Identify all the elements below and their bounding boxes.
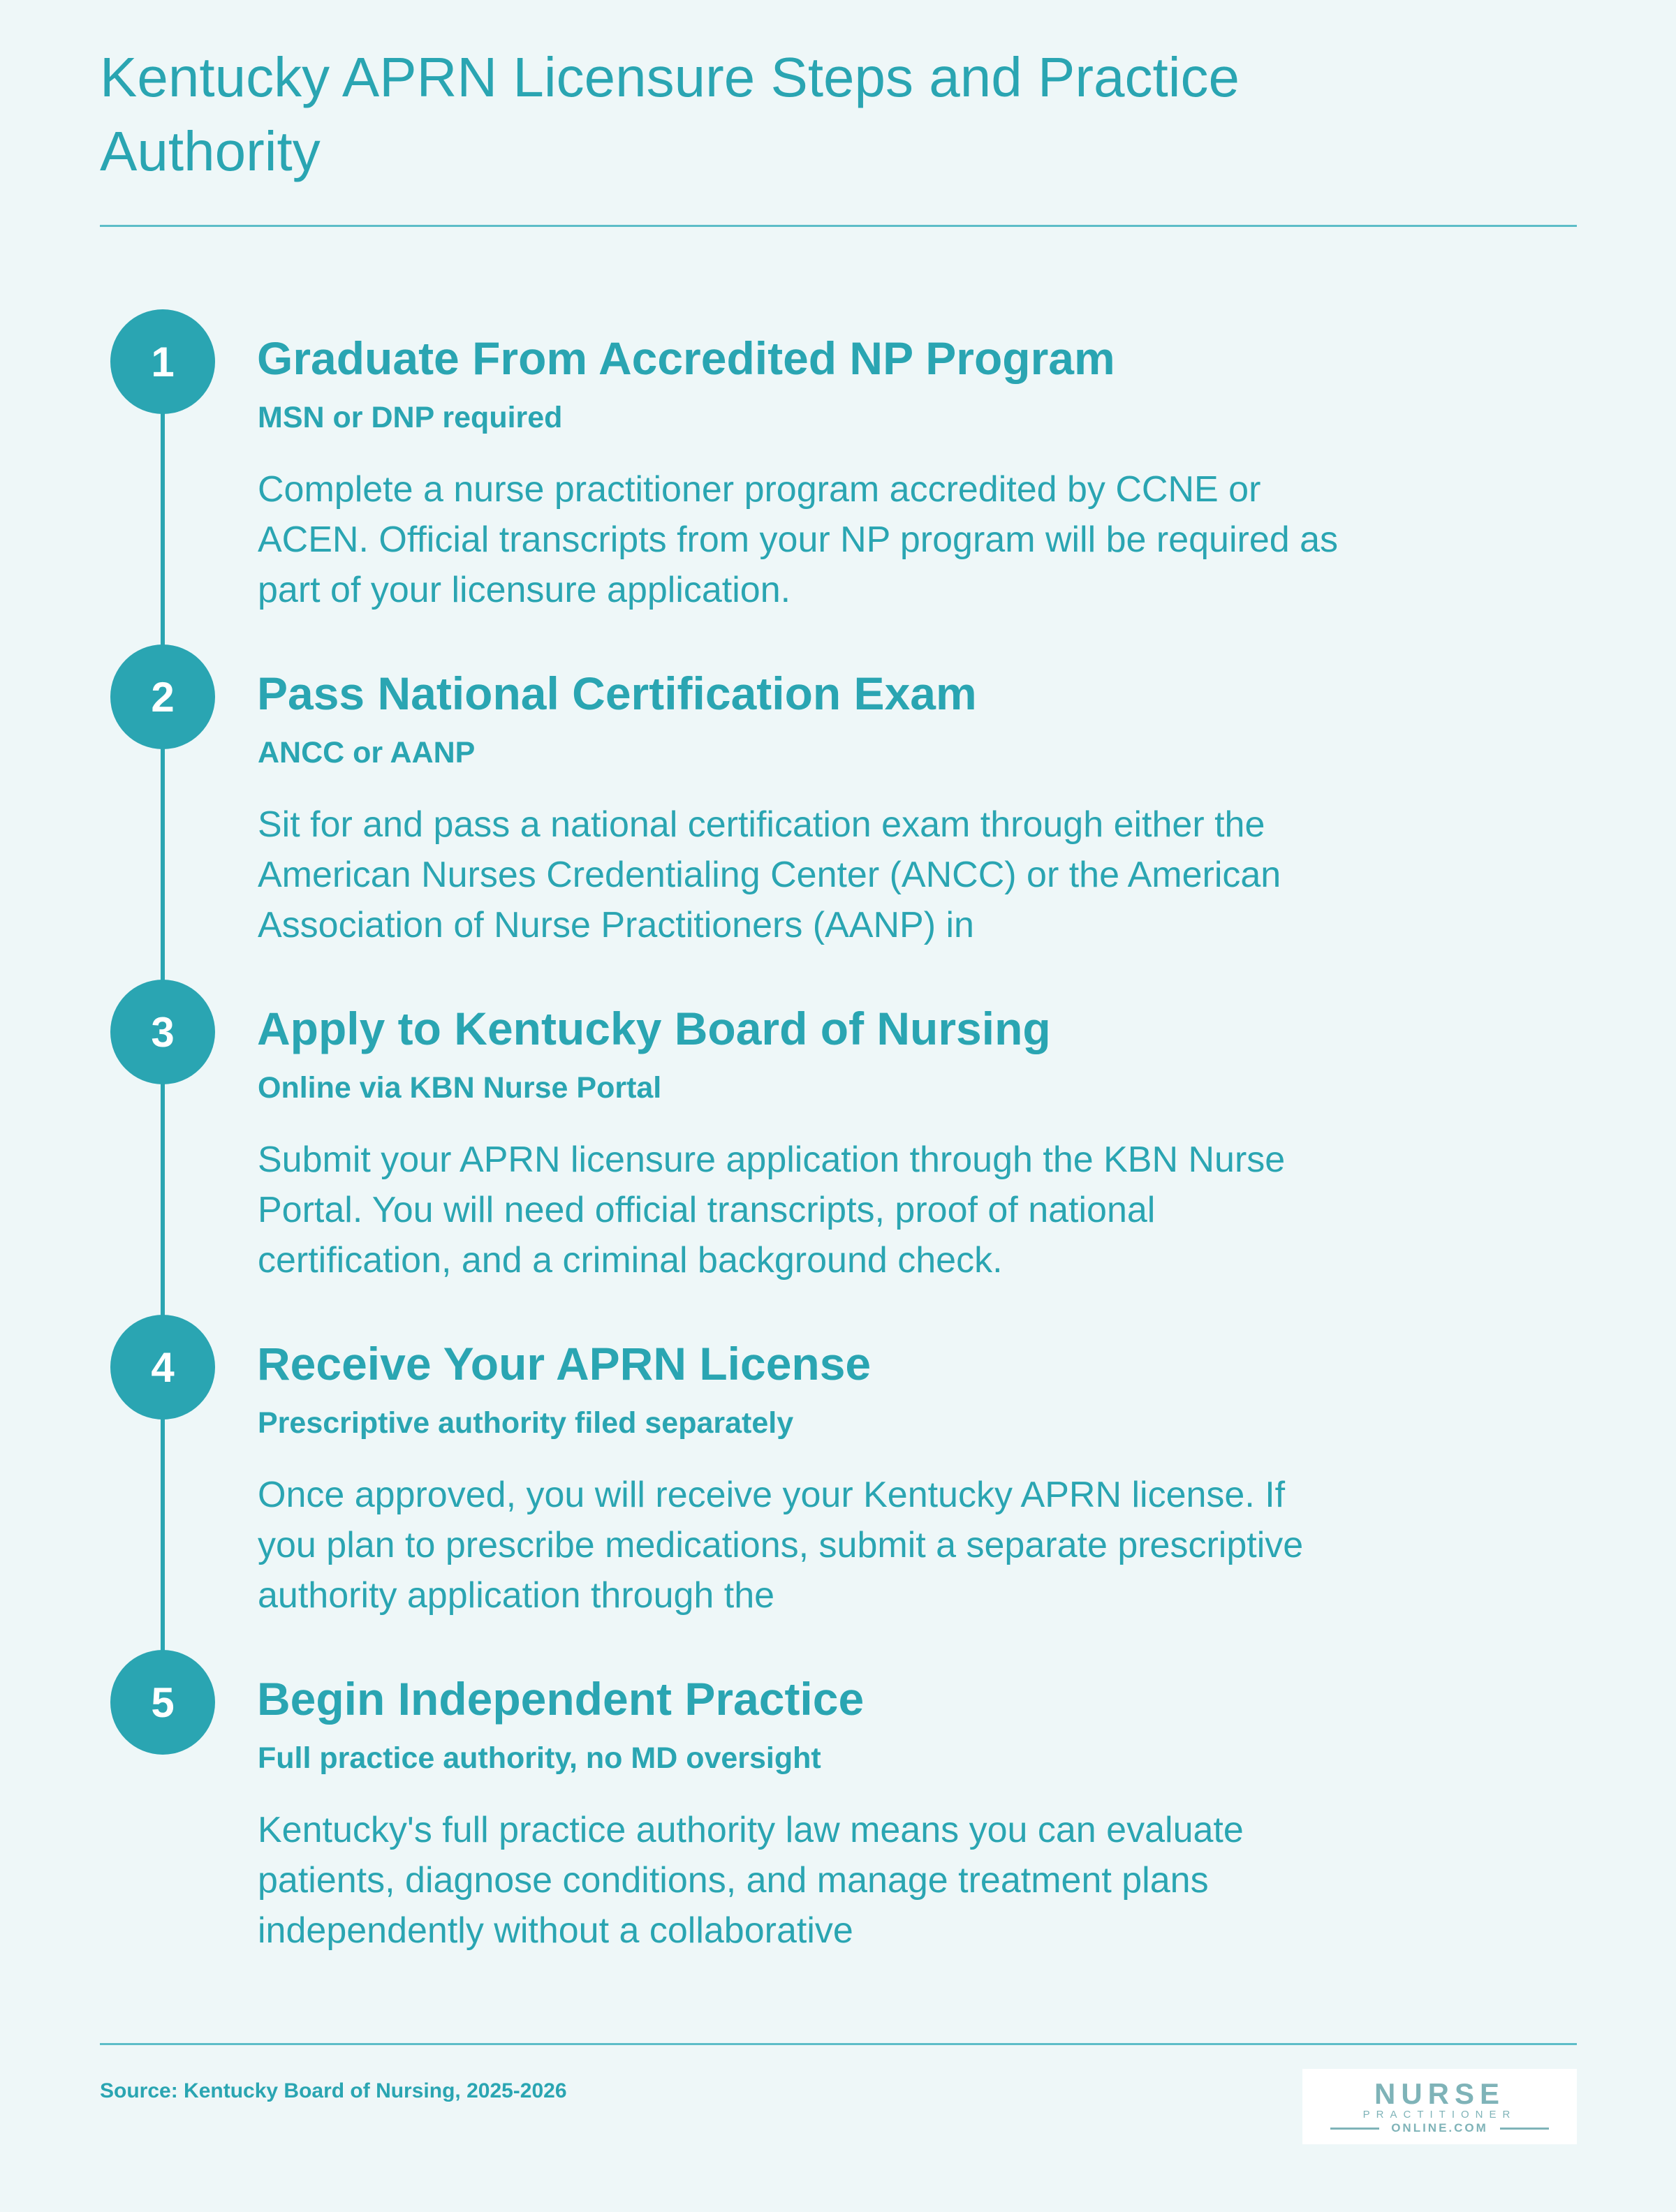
source-credit: Source: Kentucky Board of Nursing, 2025-2026 xyxy=(100,2079,567,2102)
step-description: Sit for and pass a national certification exam through either the American Nurses Credentialing Center (ANCC) or the American Association of Nurse Practitioners (AANP) in xyxy=(258,804,1281,945)
step-subtitle: Prescriptive authority filed separately xyxy=(258,1406,794,1440)
step-number-badge: 1 xyxy=(110,309,215,414)
site-logo xyxy=(1302,2069,1577,2144)
step-subtitle: Online via KBN Nurse Portal xyxy=(258,1071,662,1105)
step-title: Begin Independent Practice xyxy=(257,1673,865,1725)
logo-domain: ONLINE.COM xyxy=(1391,2121,1488,2134)
step-description: Submit your APRN licensure application through the KBN Nurse Portal. You will need official transcripts, proof of national certification, and a criminal background check. xyxy=(258,1140,1286,1281)
step-number-badge: 4 xyxy=(110,1315,215,1420)
step-number-badge: 5 xyxy=(110,1650,215,1755)
step-subtitle: ANCC or AANP xyxy=(258,736,476,769)
step-number-badge: 2 xyxy=(110,644,215,749)
step-description: Once approved, you will receive your Kentucky APRN license. If you plan to prescribe medications, submit a separate prescriptive authority application through the xyxy=(258,1475,1304,1616)
step-subtitle: MSN or DNP required xyxy=(258,401,563,434)
logo-tagline: PRACTITIONER xyxy=(1362,2109,1517,2121)
step-number-badge: 3 xyxy=(110,980,215,1084)
step-description: Kentucky's full practice authority law means you can evaluate patients, diagnose conditions, and manage treatment plans independently without a collaborative xyxy=(258,1810,1244,1951)
logo-wordmark: NURSE xyxy=(1374,2077,1506,2110)
step-title: Pass National Certification Exam xyxy=(257,668,977,719)
page-title: Kentucky APRN Licensure Steps and Practice Authority xyxy=(100,46,1240,182)
header-divider xyxy=(100,225,1577,227)
step-title: Receive Your APRN License xyxy=(257,1338,872,1389)
step-subtitle: Full practice authority, no MD oversight xyxy=(258,1741,821,1775)
step-title: Apply to Kentucky Board of Nursing xyxy=(257,1003,1051,1054)
footer-divider xyxy=(100,2043,1577,2045)
step-description: Complete a nurse practitioner program accredited by CCNE or ACEN. Official transcripts from your NP program will be required as part of your licensure application. xyxy=(258,469,1339,610)
logo-rule-right xyxy=(1500,2128,1549,2130)
step-title: Graduate From Accredited NP Program xyxy=(257,332,1115,384)
